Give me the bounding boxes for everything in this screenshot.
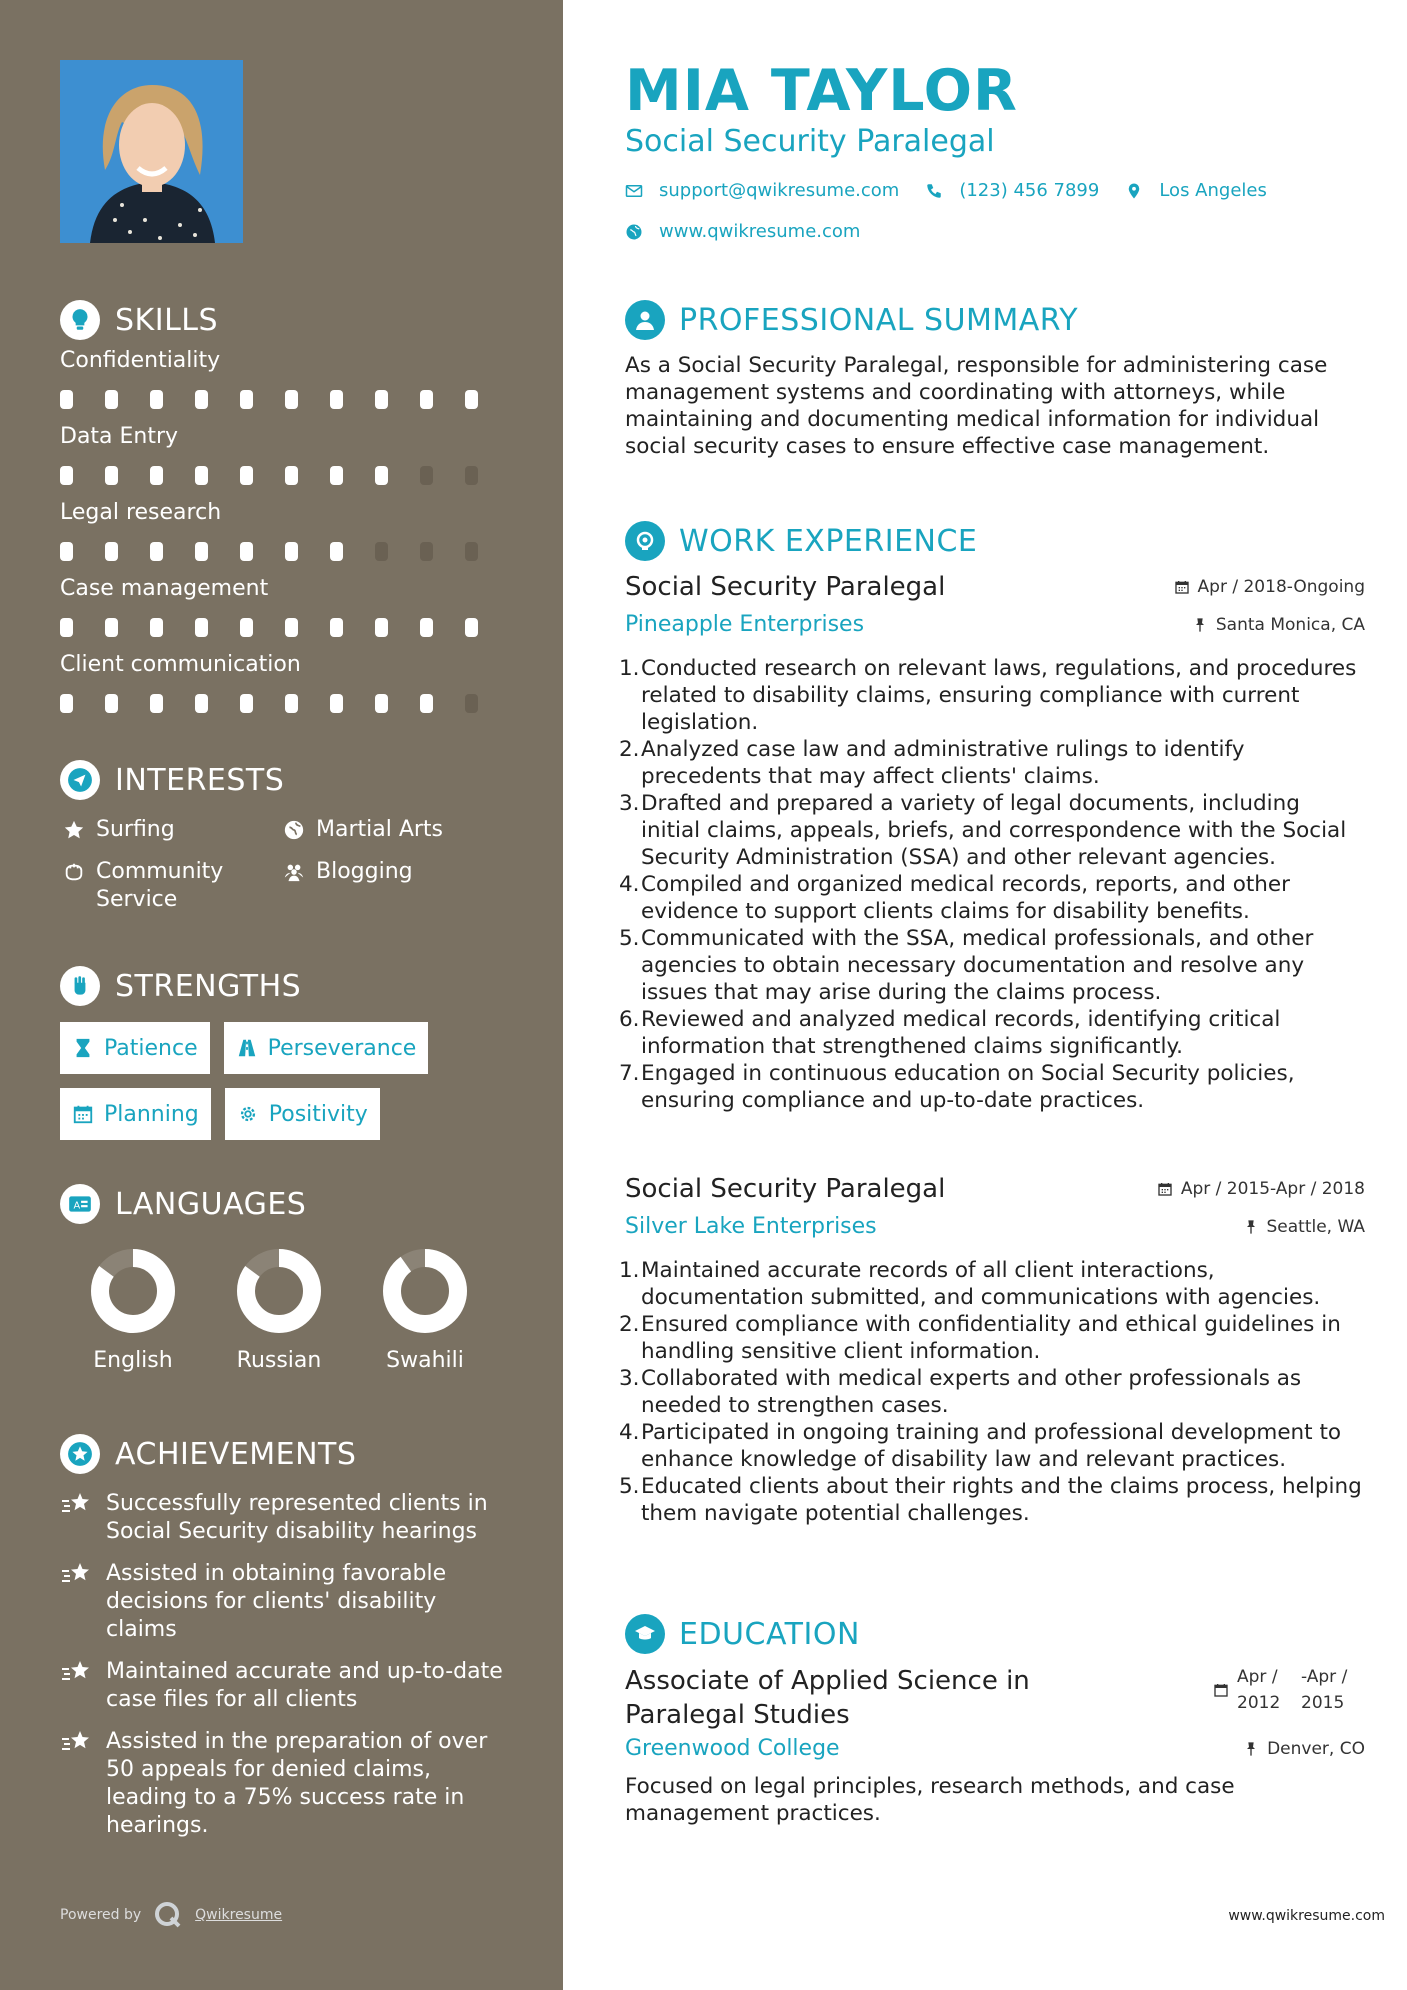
achievement-item [60,1658,510,1714]
skill-dot [285,618,298,637]
hand-icon [60,858,88,886]
skill-rating [60,604,510,650]
skill-dot [330,618,343,637]
bullet-text: Collaborated with medical experts and other professionals as needed to strengthen cases. [641,1366,1302,1418]
language-level-ring [88,1246,178,1336]
job-date-text: Apr / 2018-Ongoing [1197,577,1365,597]
languages-heading [60,1182,510,1226]
strength-badge [225,1088,380,1140]
interests-heading [60,758,510,802]
qwikresume-link[interactable]: Qwikresume [195,1907,283,1923]
pushpin-icon [1192,617,1216,633]
achievement-text: Assisted in obtaining favorable decisions for clients' disability claims [106,1561,447,1642]
bullet-number: 4. [619,1420,640,1445]
bullet-item [619,790,1365,871]
job-entry [619,572,1365,1114]
skill-dot [60,694,73,713]
location-text: Los Angeles [1159,180,1267,201]
skill-dot [375,542,388,561]
powered-by [60,1900,282,1930]
job-subheader [625,1214,1365,1239]
skill-dot [195,618,208,637]
contact-row-2 [625,221,886,242]
skill-name: Client communication [60,652,301,677]
interest-item [280,816,500,844]
calendar-icon [1213,1682,1229,1698]
skill-dot [330,694,343,713]
skill-dot [285,694,298,713]
skill-dot [195,390,208,409]
job-date [1174,577,1365,597]
skill-dot [105,542,118,561]
svg-text:A: A [73,1200,81,1212]
language-item [352,1246,498,1373]
hourglass-icon [72,1037,104,1059]
job-date [1157,1179,1365,1199]
achievement-text: Assisted in the preparation of over 50 appeals for denied claims, leading to a 75% success rate in hearings. [106,1729,488,1838]
bullet-number: 7. [619,1061,640,1086]
education-location [1243,1739,1365,1759]
bullet-number: 1. [619,1258,640,1283]
skill-dot [195,694,208,713]
summary-heading [625,300,1078,340]
skill-dot [240,618,253,637]
globe-icon [625,223,643,241]
graduation-cap-icon [625,1614,665,1654]
skill-dot [240,542,253,561]
strength-badge [224,1022,429,1074]
pushpin-icon [1243,1219,1267,1235]
bullet-number: 1. [619,656,640,681]
bullet-text: Engaged in continuous education on Social Security policies, ensuring compliance and up-to-date practices. [641,1061,1295,1113]
bullet-number: 5. [619,1474,640,1499]
contact-email[interactable] [625,180,899,201]
bullet-item [619,1365,1365,1419]
interest-item [60,816,280,844]
star-badge-icon [60,1434,100,1474]
skill-dot [285,390,298,409]
bullet-number: 5. [619,926,640,951]
strengths-title: STRENGTHS [115,968,302,1004]
degree-line-1: Associate of Applied Science in [625,1666,1030,1696]
bullet-text: Analyzed case law and administrative rulings to identify precedents that may affect clients' claims. [641,737,1245,789]
envelope-icon [625,182,643,200]
users-icon [280,858,308,886]
experience-title: WORK EXPERIENCE [679,523,978,559]
language-label: Russian [236,1348,322,1373]
email-text: support@qwikresume.com [659,180,900,201]
achievements-title: ACHIEVEMENTS [115,1436,357,1472]
gear-icon [237,1103,269,1125]
bullet-text: Reviewed and analyzed medical records, identifying critical information that strengthened claims significantly. [641,1007,1281,1059]
bullet-text: Participated in ongoing training and professional development to enhance knowledge of disability law and relevant practices. [641,1420,1342,1472]
language-level-ring [380,1246,470,1336]
job-header [625,1174,1365,1204]
job-bullets [619,1257,1365,1527]
skill-name: Case management [60,576,269,601]
skill-name: Data Entry [60,424,179,449]
skill-item [60,574,510,650]
skill-dot [465,618,478,637]
achievements-section [60,1432,510,1840]
achievement-item [60,1560,510,1644]
sidebar [0,0,563,1990]
calendar-icon [1157,1181,1181,1197]
skill-dot [60,542,73,561]
contact-phone[interactable] [925,180,1099,201]
powered-by-label: Powered by [60,1907,142,1923]
bullet-item [619,1257,1365,1311]
skill-dot [330,466,343,485]
briefcase-icon [625,521,665,561]
education-start-year: 2012 [1237,1693,1281,1713]
bullet-item [619,1060,1365,1114]
calendar-icon [1174,579,1198,595]
skill-dot [375,466,388,485]
skill-dot [240,466,253,485]
job-location-text: Seattle, WA [1266,1216,1365,1237]
strengths-list [60,1022,510,1140]
degree-line-2: Paralegal Studies [625,1700,850,1730]
job-header [625,572,1365,602]
bullet-number: 6. [619,1007,640,1032]
skills-section [60,298,510,726]
skill-name: Legal research [60,500,222,525]
strength-label: Patience [104,1035,198,1061]
interest-item [60,858,280,914]
job-bullets [619,655,1365,1114]
skill-dot [465,466,478,485]
achievements-list [60,1490,510,1840]
languages-section [60,1182,510,1373]
bullet-text: Ensured compliance with confidentiality and ethical guidelines in handling sensitive client information. [641,1312,1341,1364]
bullet-number: 2. [619,737,640,762]
skills-title: SKILLS [115,302,219,338]
skill-dot [375,390,388,409]
achievement-text: Maintained accurate and up-to-date case files for all clients [106,1659,503,1712]
skill-dot [375,694,388,713]
bullet-text: Compiled and organized medical records, reports, and other evidence to support clients claims for disability benefits. [641,872,1290,924]
company-name: Silver Lake Enterprises [625,1214,877,1239]
skill-item [60,422,510,498]
education-heading [625,1614,860,1654]
bullet-text: Educated clients about their rights and the claims process, helping them navigate potential challenges. [641,1474,1362,1526]
skill-rating [60,680,510,726]
skill-item [60,650,510,726]
bullet-text: Conducted research on relevant laws, regulations, and procedures related to disability claims, ensuring compliance with current legislation. [641,656,1357,735]
skill-item [60,498,510,574]
language-label: Swahili [386,1348,464,1373]
skill-dot [285,466,298,485]
strengths-section [60,964,510,1140]
interests-list [60,816,510,914]
job-date-text: Apr / 2015-Apr / 2018 [1180,1179,1365,1199]
skill-dot [105,694,118,713]
skill-dot [150,466,163,485]
bullet-item [619,736,1365,790]
skill-dot [105,466,118,485]
skill-dot [465,390,478,409]
skill-dot [60,466,73,485]
achievement-item [60,1490,510,1546]
skill-dot [240,694,253,713]
skill-dot [150,694,163,713]
job-title: Social Security Paralegal [625,1174,946,1204]
strength-label: Planning [104,1101,199,1127]
strength-label: Perseverance [267,1035,417,1061]
language-item [206,1246,352,1373]
calendar-icon [72,1103,104,1125]
globe-icon [280,816,308,844]
company-name: Pineapple Enterprises [625,612,865,637]
candidate-name: MIA TAYLOR [625,58,1018,124]
job-location-text: Santa Monica, CA [1215,614,1365,635]
contact-row [625,180,1293,201]
achievement-item [60,1728,510,1840]
job-entry [619,1174,1365,1527]
skills-list [60,346,510,726]
experience-heading [625,521,977,561]
summary-text: As a Social Security Paralegal, responsible for administering case management systems and coordinating with attorneys, while maintaining and documenting medical information for individual social security cases to ensure effective case management. [625,353,1328,459]
bullet-item [619,1419,1365,1473]
skill-name: Confidentiality [60,348,221,373]
language-icon [60,1184,100,1224]
contact-location [1125,180,1267,201]
bullet-number: 3. [619,791,640,816]
interest-label: Surfing [96,817,175,842]
achievements-heading [60,1432,510,1476]
skill-dot [375,618,388,637]
education-description: Focused on legal principles, research methods, and case management practices. [625,1774,1235,1826]
pushpin-icon [1243,1741,1259,1757]
skill-dot [150,542,163,561]
education-end-year: 2015 [1301,1693,1345,1713]
strength-label: Positivity [268,1101,368,1127]
skill-dot [150,618,163,637]
bullet-item [619,1006,1365,1060]
candidate-role: Social Security Paralegal [625,124,995,159]
skill-item [60,346,510,422]
skill-rating [60,452,510,498]
achievement-text: Successfully represented clients in Social Security disability hearings [106,1491,488,1544]
education-end-month: Apr / [1306,1667,1348,1687]
bullet-number: 4. [619,872,640,897]
education-location-text: Denver, CO [1267,1738,1365,1759]
interests-section [60,758,510,914]
skill-dot [285,542,298,561]
bullet-number: 3. [619,1366,640,1391]
skill-dot [105,618,118,637]
skill-rating [60,376,510,422]
school-name: Greenwood College [625,1736,840,1761]
skill-rating [60,528,510,574]
interest-item [280,858,500,914]
skill-dot [240,390,253,409]
bullet-item [619,925,1365,1006]
skill-dot [465,542,478,561]
languages-title: LANGUAGES [115,1186,307,1222]
skill-dot [420,542,433,561]
skill-dot [330,542,343,561]
summary-title: PROFESSIONAL SUMMARY [679,302,1079,338]
education-end [1301,1664,1365,1716]
interest-label: Martial Arts [316,817,444,842]
shooting-star-icon [60,1728,96,1756]
education-date-dash: - [1301,1667,1307,1687]
shooting-star-icon [60,1658,96,1686]
interests-title: INTERESTS [115,762,285,798]
phone-text: (123) 456 7899 [959,180,1100,201]
bullet-item [619,1311,1365,1365]
map-pin-icon [1125,182,1143,200]
skill-dot [195,466,208,485]
shooting-star-icon [60,1490,96,1518]
skill-dot [330,390,343,409]
skill-dot [60,390,73,409]
bullet-text: Maintained accurate records of all client interactions, documentation submitted, and communications with agencies. [641,1258,1321,1310]
languages-list [60,1246,510,1373]
bullet-item [619,1473,1365,1527]
fist-icon [60,966,100,1006]
profile-photo [60,60,243,243]
skill-dot [195,542,208,561]
bullet-item [619,871,1365,925]
footer-url[interactable]: www.qwikresume.com [1228,1908,1385,1924]
job-location [1192,615,1365,635]
skill-dot [420,694,433,713]
paper-plane-icon [60,760,100,800]
strengths-heading [60,964,510,1008]
lightbulb-icon [60,300,100,340]
education-title: EDUCATION [679,1616,860,1652]
language-item [60,1246,206,1373]
education-dates [1213,1664,1365,1716]
skill-dot [420,618,433,637]
skill-dot [420,466,433,485]
education-start-month: Apr / [1237,1667,1278,1687]
interest-label: Community Service [96,859,224,912]
star-icon [60,816,88,844]
skill-dot [60,618,73,637]
interest-label: Blogging [316,859,413,884]
education-start [1237,1664,1301,1716]
bullet-number: 2. [619,1312,640,1337]
contact-website[interactable] [625,221,860,242]
phone-icon [925,182,943,200]
bullet-text: Communicated with the SSA, medical professionals, and other agencies to obtain necessary documentation and resolve any issues that may arise during the claims process. [641,926,1314,1005]
degree-title [625,1664,1030,1732]
road-icon [236,1037,268,1059]
skill-dot [465,694,478,713]
strength-badge [60,1088,211,1140]
job-title: Social Security Paralegal [625,572,946,602]
bullet-item [619,655,1365,736]
qwikresume-logo-icon [153,1900,183,1930]
bullet-text: Drafted and prepared a variety of legal documents, including initial claims, appeals, briefs, and correspondence with the Social Security Administration (SSA) and other relevant agencies. [641,791,1347,870]
education-entry [625,1664,1365,1827]
job-location [1243,1217,1366,1237]
strength-badge [60,1022,210,1074]
avatar [60,60,243,243]
language-ring-fill [392,1258,458,1324]
job-subheader [625,612,1365,637]
skill-dot [105,390,118,409]
website-text: www.qwikresume.com [659,221,861,242]
skill-dot [420,390,433,409]
language-label: English [93,1348,173,1373]
language-level-ring [234,1246,324,1336]
skill-dot [150,390,163,409]
skills-heading [60,298,510,342]
shooting-star-icon [60,1560,96,1588]
user-icon [625,300,665,340]
